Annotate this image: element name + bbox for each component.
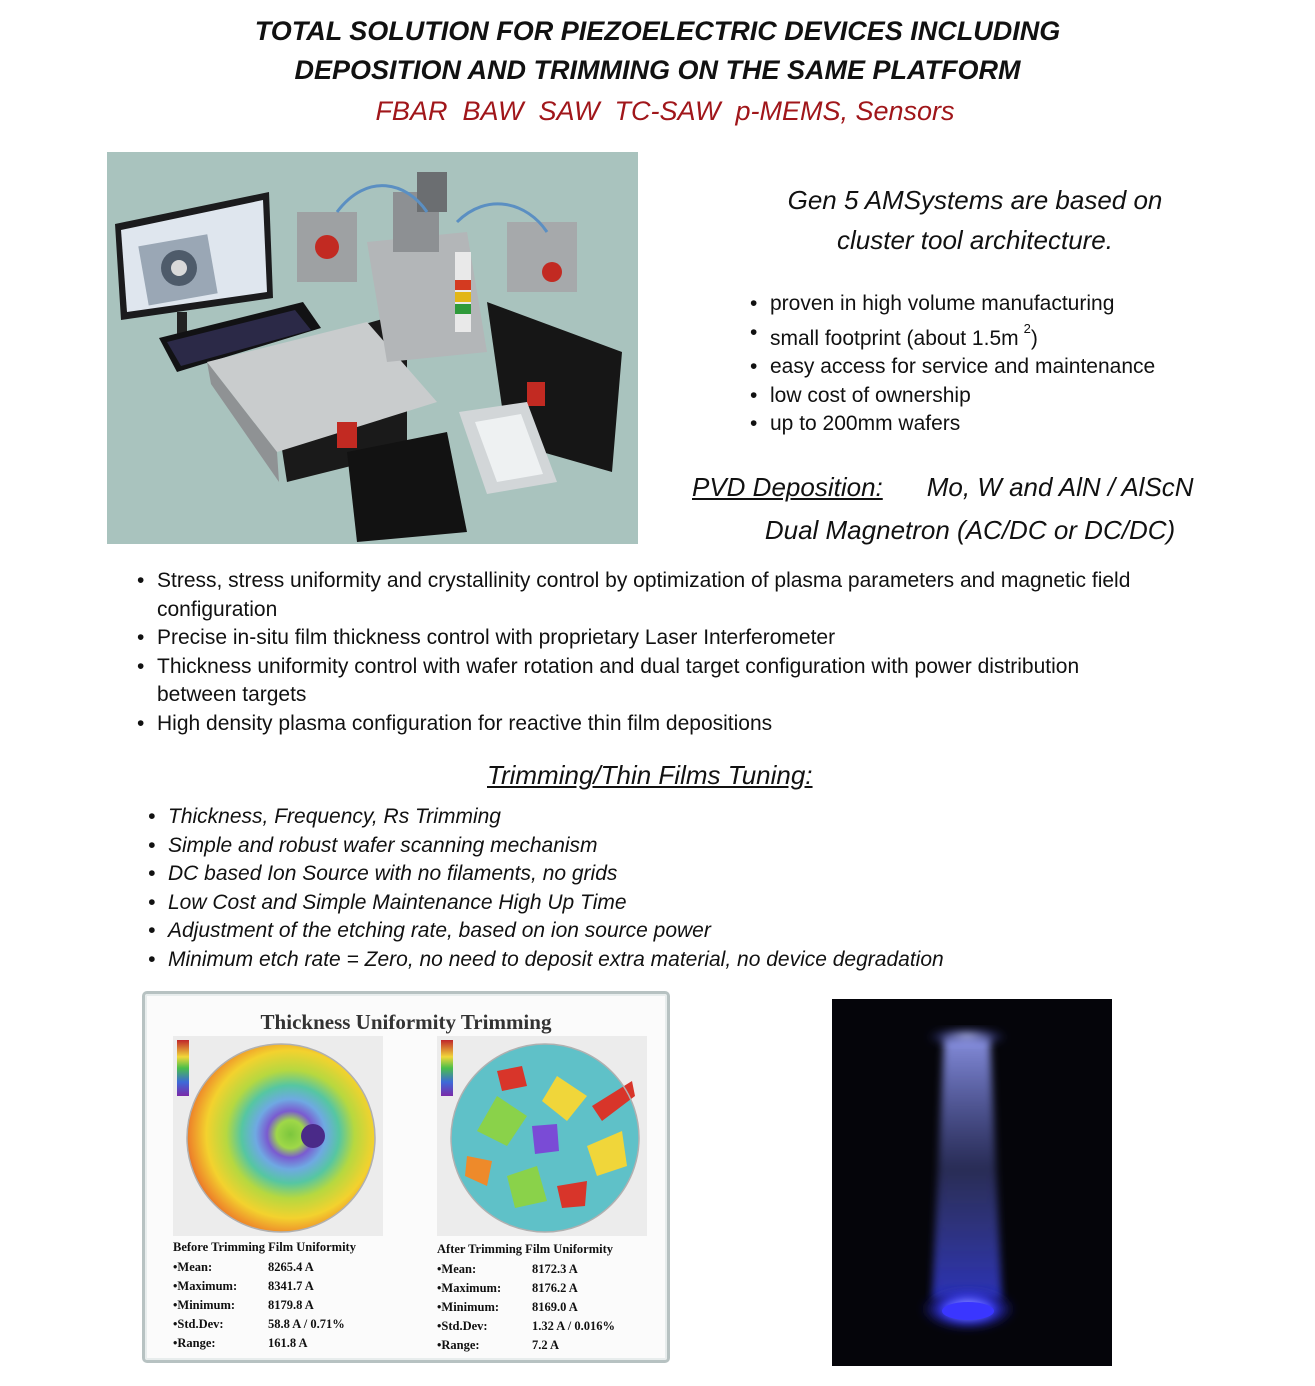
- pvd-materials: Mo, W and AlN / AlScN: [926, 472, 1194, 502]
- stat-value: 8172.3 A: [532, 1262, 578, 1276]
- stat-value: 8265.4 A: [268, 1260, 314, 1274]
- pvd-feature-list: [137, 567, 1137, 739]
- list-item: • High density plasma configuration for reactive thin film depositions: [137, 710, 1137, 739]
- stat-label: • Minimum:: [173, 1296, 268, 1315]
- stat-label: • Range:: [437, 1336, 532, 1355]
- stat-value: 58.8 A / 0.71%: [268, 1317, 345, 1331]
- list-item: • proven in high volume manufacturing: [750, 290, 1270, 319]
- table-row: [437, 1336, 667, 1355]
- uniformity-panel-title: Thickness Uniformity Trimming: [260, 1010, 552, 1034]
- list-item: • low cost of ownership: [750, 382, 1270, 411]
- cluster-heading-line-2: cluster tool architecture.: [836, 225, 1113, 255]
- stat-value: 8179.8 A: [268, 1298, 314, 1312]
- table-row: [437, 1260, 667, 1279]
- list-item: • up to 200mm wafers: [750, 410, 1270, 439]
- after-trimming-caption: After Trimming Film Uniformity: [437, 1242, 614, 1256]
- page-title-line-1: TOTAL SOLUTION FOR PIEZOELECTRIC DEVICES INCLUDING: [254, 16, 1061, 46]
- table-row: [437, 1317, 667, 1336]
- list-item: • Low Cost and Simple Maintenance High Up Time: [148, 889, 1148, 918]
- cluster-tool-photo: [107, 152, 638, 544]
- trimming-heading: Trimming/Thin Films Tuning:: [487, 760, 813, 790]
- stat-label: • Mean:: [437, 1260, 532, 1279]
- list-item: • easy access for service and maintenance: [750, 353, 1270, 382]
- before-trimming-stats: [173, 1240, 403, 1353]
- stat-label: • Minimum:: [437, 1298, 532, 1317]
- stat-label: • Mean:: [173, 1258, 268, 1277]
- cluster-heading: [740, 180, 1210, 260]
- list-item: • DC based Ion Source with no filaments, no grids: [148, 860, 1148, 889]
- table-row: [437, 1298, 667, 1317]
- cluster-feature-list: [750, 290, 1270, 439]
- device-types-subtitle: FBAR BAW SAW TC-SAW p-MEMS, Sensors: [375, 96, 955, 126]
- list-item-text: small footprint (about 1.5m: [770, 326, 1019, 350]
- table-row: [173, 1277, 403, 1296]
- stat-label: • Range:: [173, 1334, 268, 1353]
- stat-label: • Std.Dev:: [437, 1317, 532, 1336]
- before-trimming-map: [173, 1036, 383, 1236]
- list-item: • Stress, stress uniformity and crystallinity control by optimization of plasma parameters and magnetic field configuration: [137, 567, 1137, 624]
- stat-label: • Std.Dev:: [173, 1315, 268, 1334]
- footprint-exponent: 2: [1023, 320, 1031, 336]
- plasma-beam-illustration: [832, 999, 1112, 1366]
- table-row: [173, 1296, 403, 1315]
- footprint-close-paren: ): [1030, 326, 1038, 350]
- table-row: [173, 1258, 403, 1277]
- list-item: • Adjustment of the etching rate, based on ion source power: [148, 917, 1148, 946]
- cluster-heading-line-1: Gen 5 AMSystems are based on: [787, 185, 1163, 215]
- stat-value: 8341.7 A: [268, 1279, 314, 1293]
- ion-source-plasma-photo: [832, 999, 1112, 1366]
- list-item: • Minimum etch rate = Zero, no need to deposit extra material, no device degradation: [148, 946, 1148, 975]
- pvd-label: PVD Deposition:: [692, 472, 883, 502]
- stat-value: 7.2 A: [532, 1338, 560, 1352]
- trimming-feature-list: [148, 803, 1148, 975]
- table-row: [437, 1279, 667, 1298]
- table-row: [173, 1334, 403, 1353]
- stat-value: 8169.0 A: [532, 1300, 578, 1314]
- stat-value: 161.8 A: [268, 1336, 308, 1350]
- list-item: [750, 319, 1270, 354]
- before-trimming-caption: Before Trimming Film Uniformity: [173, 1240, 356, 1254]
- stat-label: • Maximum:: [437, 1279, 532, 1298]
- list-item: • Thickness, Frequency, Rs Trimming: [148, 803, 1148, 832]
- after-trimming-map: [437, 1036, 647, 1236]
- stat-value: 8176.2 A: [532, 1281, 578, 1295]
- thickness-uniformity-panel: [142, 991, 670, 1363]
- pvd-magnetron: Dual Magnetron (AC/DC or DC/DC): [764, 515, 1176, 545]
- list-item: • Thickness uniformity control with wafer rotation and dual target configuration with power distribution between targets: [137, 653, 1137, 710]
- cluster-tool-illustration: [107, 152, 638, 544]
- stat-label: • Maximum:: [173, 1277, 268, 1296]
- list-item: • Simple and robust wafer scanning mechanism: [148, 832, 1148, 861]
- list-item: • Precise in-situ film thickness control with proprietary Laser Interferometer: [137, 624, 1137, 653]
- pvd-heading: [692, 472, 1194, 503]
- table-row: [173, 1315, 403, 1334]
- page-title-line-2: DEPOSITION AND TRIMMING ON THE SAME PLATFORM: [294, 55, 1021, 85]
- after-trimming-stats: [437, 1242, 667, 1355]
- stat-value: 1.32 A / 0.016%: [532, 1319, 615, 1333]
